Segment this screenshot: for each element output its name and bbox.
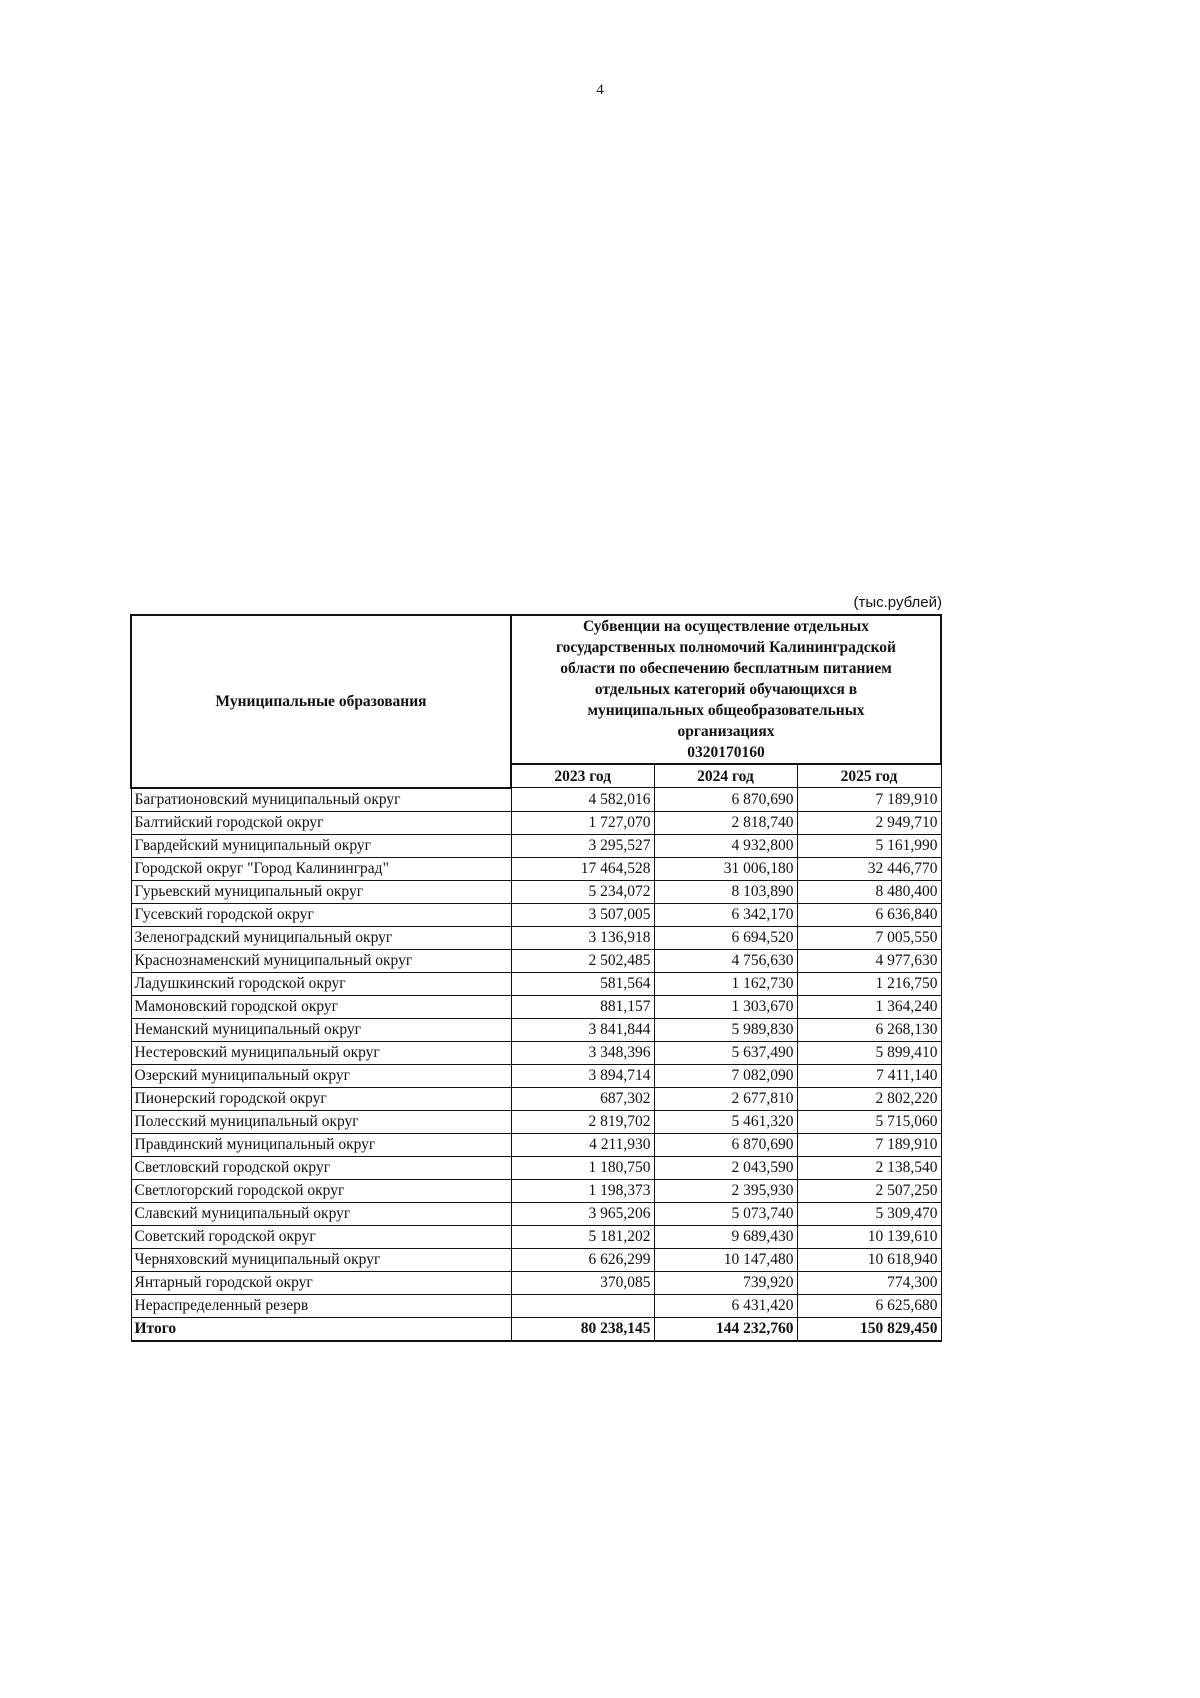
table-row [131,1041,941,1064]
amount-2023: 3 965,206 [511,1202,654,1225]
total-row [131,1317,941,1341]
municipality-column-header: Муниципальные образования [131,615,511,788]
amount-2025: 1 364,240 [797,995,941,1018]
table-row [131,1202,941,1225]
municipality-name: Нераспределенный резерв [131,1294,511,1317]
table-row [131,1087,941,1110]
table-row [131,1294,941,1317]
table-row [131,1271,941,1294]
amount-2025: 6 268,130 [797,1018,941,1041]
municipality-name: Гурьевский муниципальный округ [131,880,511,903]
total-amount-2024: 144 232,760 [654,1317,797,1341]
amount-2024: 10 147,480 [654,1248,797,1271]
table-row [131,788,941,812]
amount-2024: 7 082,090 [654,1064,797,1087]
subvention-code: 0320170160 [687,744,765,761]
amount-2024: 4 756,630 [654,949,797,972]
amount-2025: 4 977,630 [797,949,941,972]
amount-2024: 6 870,690 [654,788,797,812]
amount-2023: 3 348,396 [511,1041,654,1064]
municipality-name: Полесский муниципальный округ [131,1110,511,1133]
municipality-name: Неманский муниципальный округ [131,1018,511,1041]
subvention-title-line: организациях [677,723,775,740]
municipality-name: Озерский муниципальный округ [131,1064,511,1087]
amount-2025: 2 802,220 [797,1087,941,1110]
units-label: (тыс.рублей) [853,594,942,611]
table-row [131,1179,941,1202]
page-number: 4 [596,82,604,98]
table-row [131,834,941,857]
subvention-table [130,614,942,1342]
amount-2023: 687,302 [511,1087,654,1110]
total-amount-2023: 80 238,145 [511,1317,654,1341]
municipality-name: Нестеровский муниципальный округ [131,1041,511,1064]
total-amount-2025: 150 829,450 [797,1317,941,1341]
amount-2023: 370,085 [511,1271,654,1294]
amount-2024: 31 006,180 [654,857,797,880]
amount-2024: 2 043,590 [654,1156,797,1179]
table-row [131,972,941,995]
amount-2024: 2 677,810 [654,1087,797,1110]
amount-2023: 581,564 [511,972,654,995]
amount-2025: 6 625,680 [797,1294,941,1317]
amount-2024: 1 303,670 [654,995,797,1018]
municipality-name: Багратионовский муниципальный округ [131,788,511,812]
subvention-title-line: муниципальных общеобразовательных [587,702,865,719]
table-row [131,1225,941,1248]
table-body [131,788,941,1341]
amount-2023 [511,1294,654,1317]
amount-2025: 5 899,410 [797,1041,941,1064]
amount-2023: 3 841,844 [511,1018,654,1041]
amount-2024: 5 989,830 [654,1018,797,1041]
amount-2025: 7 189,910 [797,1133,941,1156]
municipality-name: Гвардейский муниципальный округ [131,834,511,857]
amount-2024: 6 342,170 [654,903,797,926]
amount-2025: 8 480,400 [797,880,941,903]
amount-2025: 7 411,140 [797,1064,941,1087]
municipality-name: Светлогорский городской округ [131,1179,511,1202]
amount-2023: 2 819,702 [511,1110,654,1133]
table-row [131,995,941,1018]
amount-2024: 2 818,740 [654,811,797,834]
amount-2023: 3 894,714 [511,1064,654,1087]
amount-2023: 17 464,528 [511,857,654,880]
amount-2023: 3 295,527 [511,834,654,857]
table-row [131,880,941,903]
amount-2023: 5 234,072 [511,880,654,903]
table-row [131,926,941,949]
table-row [131,857,941,880]
municipality-name: Гусевский городской округ [131,903,511,926]
amount-2023: 881,157 [511,995,654,1018]
amount-2025: 32 446,770 [797,857,941,880]
subvention-title-line: государственных полномочий Калининградской [555,639,896,656]
table-row [131,1133,941,1156]
amount-2023: 1 180,750 [511,1156,654,1179]
municipality-name: Черняховский муниципальный округ [131,1248,511,1271]
amount-2023: 5 181,202 [511,1225,654,1248]
municipality-name: Ладушкинский городской округ [131,972,511,995]
amount-2023: 2 502,485 [511,949,654,972]
amount-2024: 739,920 [654,1271,797,1294]
table-row [131,903,941,926]
amount-2025: 2 949,710 [797,811,941,834]
subvention-title-header [511,615,941,764]
amount-2023: 4 582,016 [511,788,654,812]
subvention-title-line: Субвенции на осуществление отдельных [582,618,870,635]
amount-2024: 5 461,320 [654,1110,797,1133]
amount-2025: 2 507,250 [797,1179,941,1202]
municipality-name: Янтарный городской округ [131,1271,511,1294]
subvention-title-line: области по обеспечению бесплатным питанием [560,660,892,677]
amount-2025: 774,300 [797,1271,941,1294]
amount-2024: 6 431,420 [654,1294,797,1317]
amount-2024: 4 932,800 [654,834,797,857]
amount-2025: 1 216,750 [797,972,941,995]
amount-2025: 7 189,910 [797,788,941,812]
amount-2023: 3 136,918 [511,926,654,949]
municipality-name: Балтийский городской округ [131,811,511,834]
amount-2024: 5 073,740 [654,1202,797,1225]
amount-2024: 5 637,490 [654,1041,797,1064]
amount-2025: 6 636,840 [797,903,941,926]
table-row [131,1156,941,1179]
table-row [131,1018,941,1041]
year-header-2023: 2023 год [511,764,654,788]
table-row [131,1064,941,1087]
year-header-2025: 2025 год [797,764,941,788]
municipality-name: Правдинский муниципальный округ [131,1133,511,1156]
amount-2024: 1 162,730 [654,972,797,995]
amount-2023: 6 626,299 [511,1248,654,1271]
table-row [131,949,941,972]
table-row [131,1248,941,1271]
amount-2025: 2 138,540 [797,1156,941,1179]
municipality-name: Советский городской округ [131,1225,511,1248]
amount-2024: 8 103,890 [654,880,797,903]
table-row [131,1110,941,1133]
amount-2023: 1 727,070 [511,811,654,834]
total-label: Итого [131,1317,511,1341]
subvention-title-line: отдельных категорий обучающихся в [594,681,858,698]
municipality-name: Мамоновский городской округ [131,995,511,1018]
amount-2024: 6 694,520 [654,926,797,949]
amount-2024: 2 395,930 [654,1179,797,1202]
municipality-name: Зеленоградский муниципальный округ [131,926,511,949]
municipality-name: Светловский городской округ [131,1156,511,1179]
municipality-name: Краснознаменский муниципальный округ [131,949,511,972]
amount-2025: 7 005,550 [797,926,941,949]
amount-2025: 5 309,470 [797,1202,941,1225]
year-header-2024: 2024 год [654,764,797,788]
amount-2025: 10 139,610 [797,1225,941,1248]
amount-2023: 3 507,005 [511,903,654,926]
amount-2025: 5 715,060 [797,1110,941,1133]
municipality-name: Пионерский городской округ [131,1087,511,1110]
amount-2024: 6 870,690 [654,1133,797,1156]
municipality-name: Городской округ "Город Калининград" [131,857,511,880]
amount-2023: 1 198,373 [511,1179,654,1202]
amount-2024: 9 689,430 [654,1225,797,1248]
amount-2023: 4 211,930 [511,1133,654,1156]
table-row [131,811,941,834]
amount-2025: 10 618,940 [797,1248,941,1271]
amount-2025: 5 161,990 [797,834,941,857]
municipality-name: Славский муниципальный округ [131,1202,511,1225]
